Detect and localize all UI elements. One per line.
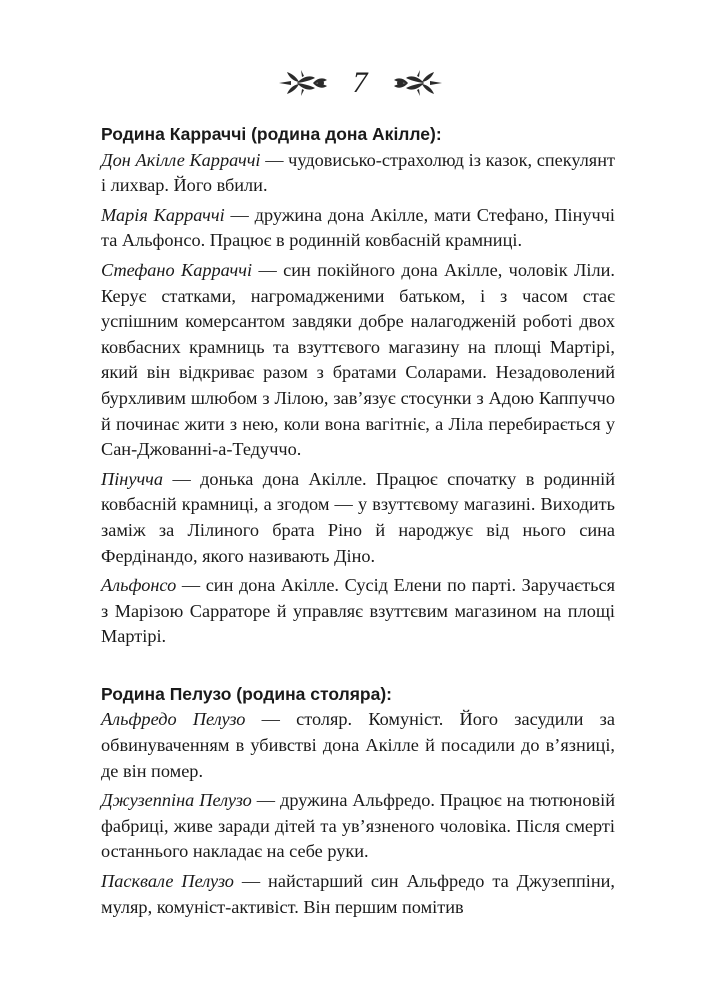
entry-alfonso: [101, 573, 615, 650]
character-name: Альфредо Пелузо: [101, 709, 246, 730]
character-description: — син покійного дона Акілле, чоловік Ліли. Керує статками, нагромадженими батьком, і з часом стає успішним комерсантом завдяки добре налагодженій роботі двох ковбасних крамниць та взуттєвого магазину на площі Мартірі, який він відкриває разом з братами Соларами. Незадоволений бурхливим шлюбом з Лілою, зав’язує стосунки з Адою Каппуччо й починає жити з нею, коли вона вагітніє, а Ліла перебирається у Сан-Джованні-а-Тедуччо.: [101, 259, 615, 460]
character-description: — столяр. Комуніст. Його засудили за обвинуваченням в убивстві дона Акілле й посадили до в’язниці, де він помер.: [101, 709, 615, 781]
character-name: Альфонсо: [101, 575, 177, 596]
page-number: 7: [352, 66, 368, 99]
character-description: — дружина Альфредо. Працює на тютюновій фабриці, живе заради дітей та ув’язненого чоловіка. Після смерті останнього накладає на себе руки.: [101, 790, 615, 862]
character-name: Стефано Карраччі: [101, 259, 253, 280]
page-header: [0, 66, 720, 100]
character-name: Марія Карраччі: [101, 204, 225, 225]
entry-stefano: [101, 258, 615, 463]
entry-giuseppina: [101, 788, 615, 865]
entry-pinuccia: [101, 467, 615, 569]
section-title-peluso: Родина Пелузо (родина столяра):: [101, 683, 392, 704]
character-name: Джузеппіна Пелузо: [101, 790, 252, 811]
character-description: — дружина дона Акілле, мати Стефано, Пінуччі та Альфонсо. Працює в родинній ковбасній крамниці.: [101, 204, 615, 251]
character-description: — донька дона Акілле. Працює спочатку в родинній ковбасній крамниці, а згодом — у взуттєвому магазині. Виходить заміж за Лілиного брата Ріно й народжує від нього сина Фердінандо, якого називають Діно.: [101, 468, 615, 566]
entry-don-achille: [101, 148, 615, 199]
character-description: — найстарший син Альфредо та Джузеппіни, муляр, комуніст-активіст. Він першим помітив: [101, 871, 615, 917]
character-name: Пінучча: [101, 468, 164, 489]
section-spacer: [101, 654, 615, 682]
character-list: [101, 122, 615, 924]
flower-ornament-left-icon: [277, 66, 331, 100]
section-title-carracci: Родина Карраччі (родина дона Акілле):: [101, 124, 442, 144]
flower-ornament-right-icon: [390, 66, 444, 100]
character-description: — син дона Акілле. Сусід Елени по парті. Заручається з Марізою Сарраторе й управляє взуттєвим магазином на площі Мартірі.: [101, 575, 615, 647]
character-name: Пасквале Пелузо: [101, 871, 234, 892]
character-name: Дон Акілле Карраччі: [101, 149, 261, 170]
entry-pasquale: [101, 869, 615, 920]
entry-alfredo: [101, 707, 615, 784]
entry-maria: [101, 203, 615, 254]
character-description: — чудовисько-страхолюд із казок, спекулянт і лихвар. Його вбили.: [101, 149, 615, 196]
